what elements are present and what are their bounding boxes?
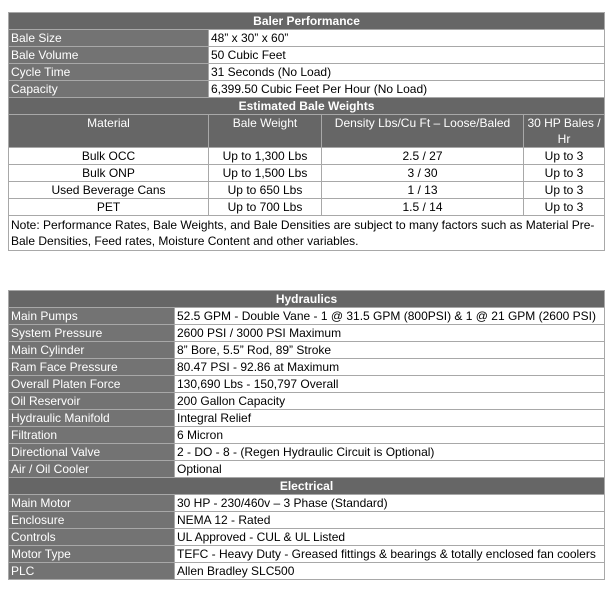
cell-bales-per-hour: Up to 3 [524,165,605,182]
section-title-bale-weights: Estimated Bale Weights [9,98,605,115]
baler-performance-table [8,12,605,251]
cell-bale-weight: Up to 1,300 Lbs [209,148,322,165]
spec-row [9,546,605,563]
spec-value: Allen Bradley SLC500 [175,563,605,580]
spec-row [9,563,605,580]
spec-label: Main Cylinder [9,342,175,359]
spec-value: 80.47 PSI - 92.86 at Maximum [175,359,605,376]
cell-density: 1 / 13 [322,182,524,199]
spec-label: Hydraulic Manifold [9,410,175,427]
spec-row [9,308,605,325]
table-row [9,148,605,165]
spec-label: Bale Volume [9,47,209,64]
spec-label: Filtration [9,427,175,444]
spec-label: Oil Reservoir [9,393,175,410]
spec-value: 6 Micron [175,427,605,444]
spec-value: 30 HP - 230/460v – 3 Phase (Standard) [175,495,605,512]
spec-row [9,47,605,64]
section-title-baler-performance: Baler Performance [9,13,605,30]
spec-value: NEMA 12 - Rated [175,512,605,529]
cell-bales-per-hour: Up to 3 [524,182,605,199]
column-header-bales-per-hour: 30 HP Bales / Hr [524,115,605,148]
cell-bale-weight: Up to 700 Lbs [209,199,322,216]
spec-row [9,325,605,342]
column-header-material: Material [9,115,209,148]
spec-row [9,495,605,512]
column-header-bale-weight: Bale Weight [209,115,322,148]
section-title-electrical: Electrical [9,478,605,495]
table-row [9,182,605,199]
cell-bales-per-hour: Up to 3 [524,148,605,165]
spec-row [9,359,605,376]
column-header-density: Density Lbs/Cu Ft – Loose/Baled [322,115,524,148]
cell-density: 3 / 30 [322,165,524,182]
spec-label: Overall Platen Force [9,376,175,393]
table-row [9,165,605,182]
spec-row [9,376,605,393]
spec-value: 130,690 Lbs - 150,797 Overall [175,376,605,393]
spec-label: Cycle Time [9,64,209,81]
cell-density: 2.5 / 27 [322,148,524,165]
spec-value: 6,399.50 Cubic Feet Per Hour (No Load) [209,81,605,98]
cell-material: Used Beverage Cans [9,182,209,199]
cell-bale-weight: Up to 650 Lbs [209,182,322,199]
spec-row [9,410,605,427]
spec-label: System Pressure [9,325,175,342]
cell-density: 1.5 / 14 [322,199,524,216]
spec-label: Enclosure [9,512,175,529]
spec-label: Air / Oil Cooler [9,461,175,478]
spec-label: Main Pumps [9,308,175,325]
spec-row [9,30,605,47]
spec-row [9,512,605,529]
spec-row [9,529,605,546]
spec-row [9,81,605,98]
spec-value: Integral Relief [175,410,605,427]
spec-value: 52.5 GPM - Double Vane - 1 @ 31.5 GPM (800PSI) & 1 @ 21 GPM (2600 PSI) [175,308,605,325]
spec-row [9,444,605,461]
spec-value: UL Approved - CUL & UL Listed [175,529,605,546]
spec-value: 200 Gallon Capacity [175,393,605,410]
cell-bales-per-hour: Up to 3 [524,199,605,216]
spec-value: 8” Bore, 5.5” Rod, 89” Stroke [175,342,605,359]
spec-value: 2 - DO - 8 - (Regen Hydraulic Circuit is Optional) [175,444,605,461]
spec-row [9,427,605,444]
spec-value: 31 Seconds (No Load) [209,64,605,81]
cell-material: Bulk ONP [9,165,209,182]
table-row [9,199,605,216]
spec-row [9,461,605,478]
hydraulics-electrical-table [8,290,605,580]
spec-row [9,393,605,410]
column-header-row [9,115,605,148]
cell-bale-weight: Up to 1,500 Lbs [209,165,322,182]
spec-label: Directional Valve [9,444,175,461]
section-title-hydraulics: Hydraulics [9,291,605,308]
spec-value: 48” x 30” x 60” [209,30,605,47]
spec-label: Ram Face Pressure [9,359,175,376]
spec-value: Optional [175,461,605,478]
spec-label: Motor Type [9,546,175,563]
cell-material: PET [9,199,209,216]
cell-material: Bulk OCC [9,148,209,165]
spec-label: Capacity [9,81,209,98]
spec-row [9,342,605,359]
spec-value: TEFC - Heavy Duty - Greased fittings & bearings & totally enclosed fan coolers [175,546,605,563]
spec-row [9,64,605,81]
spec-label: Controls [9,529,175,546]
spec-label: Main Motor [9,495,175,512]
spec-label: Bale Size [9,30,209,47]
spec-label: PLC [9,563,175,580]
spec-value: 50 Cubic Feet [209,47,605,64]
spec-value: 2600 PSI / 3000 PSI Maximum [175,325,605,342]
performance-note: Note: Performance Rates, Bale Weights, and Bale Densities are subject to many factors such as Material Pre-Bale Densities, Feed rates, Moisture Content and other variables. [9,216,605,251]
